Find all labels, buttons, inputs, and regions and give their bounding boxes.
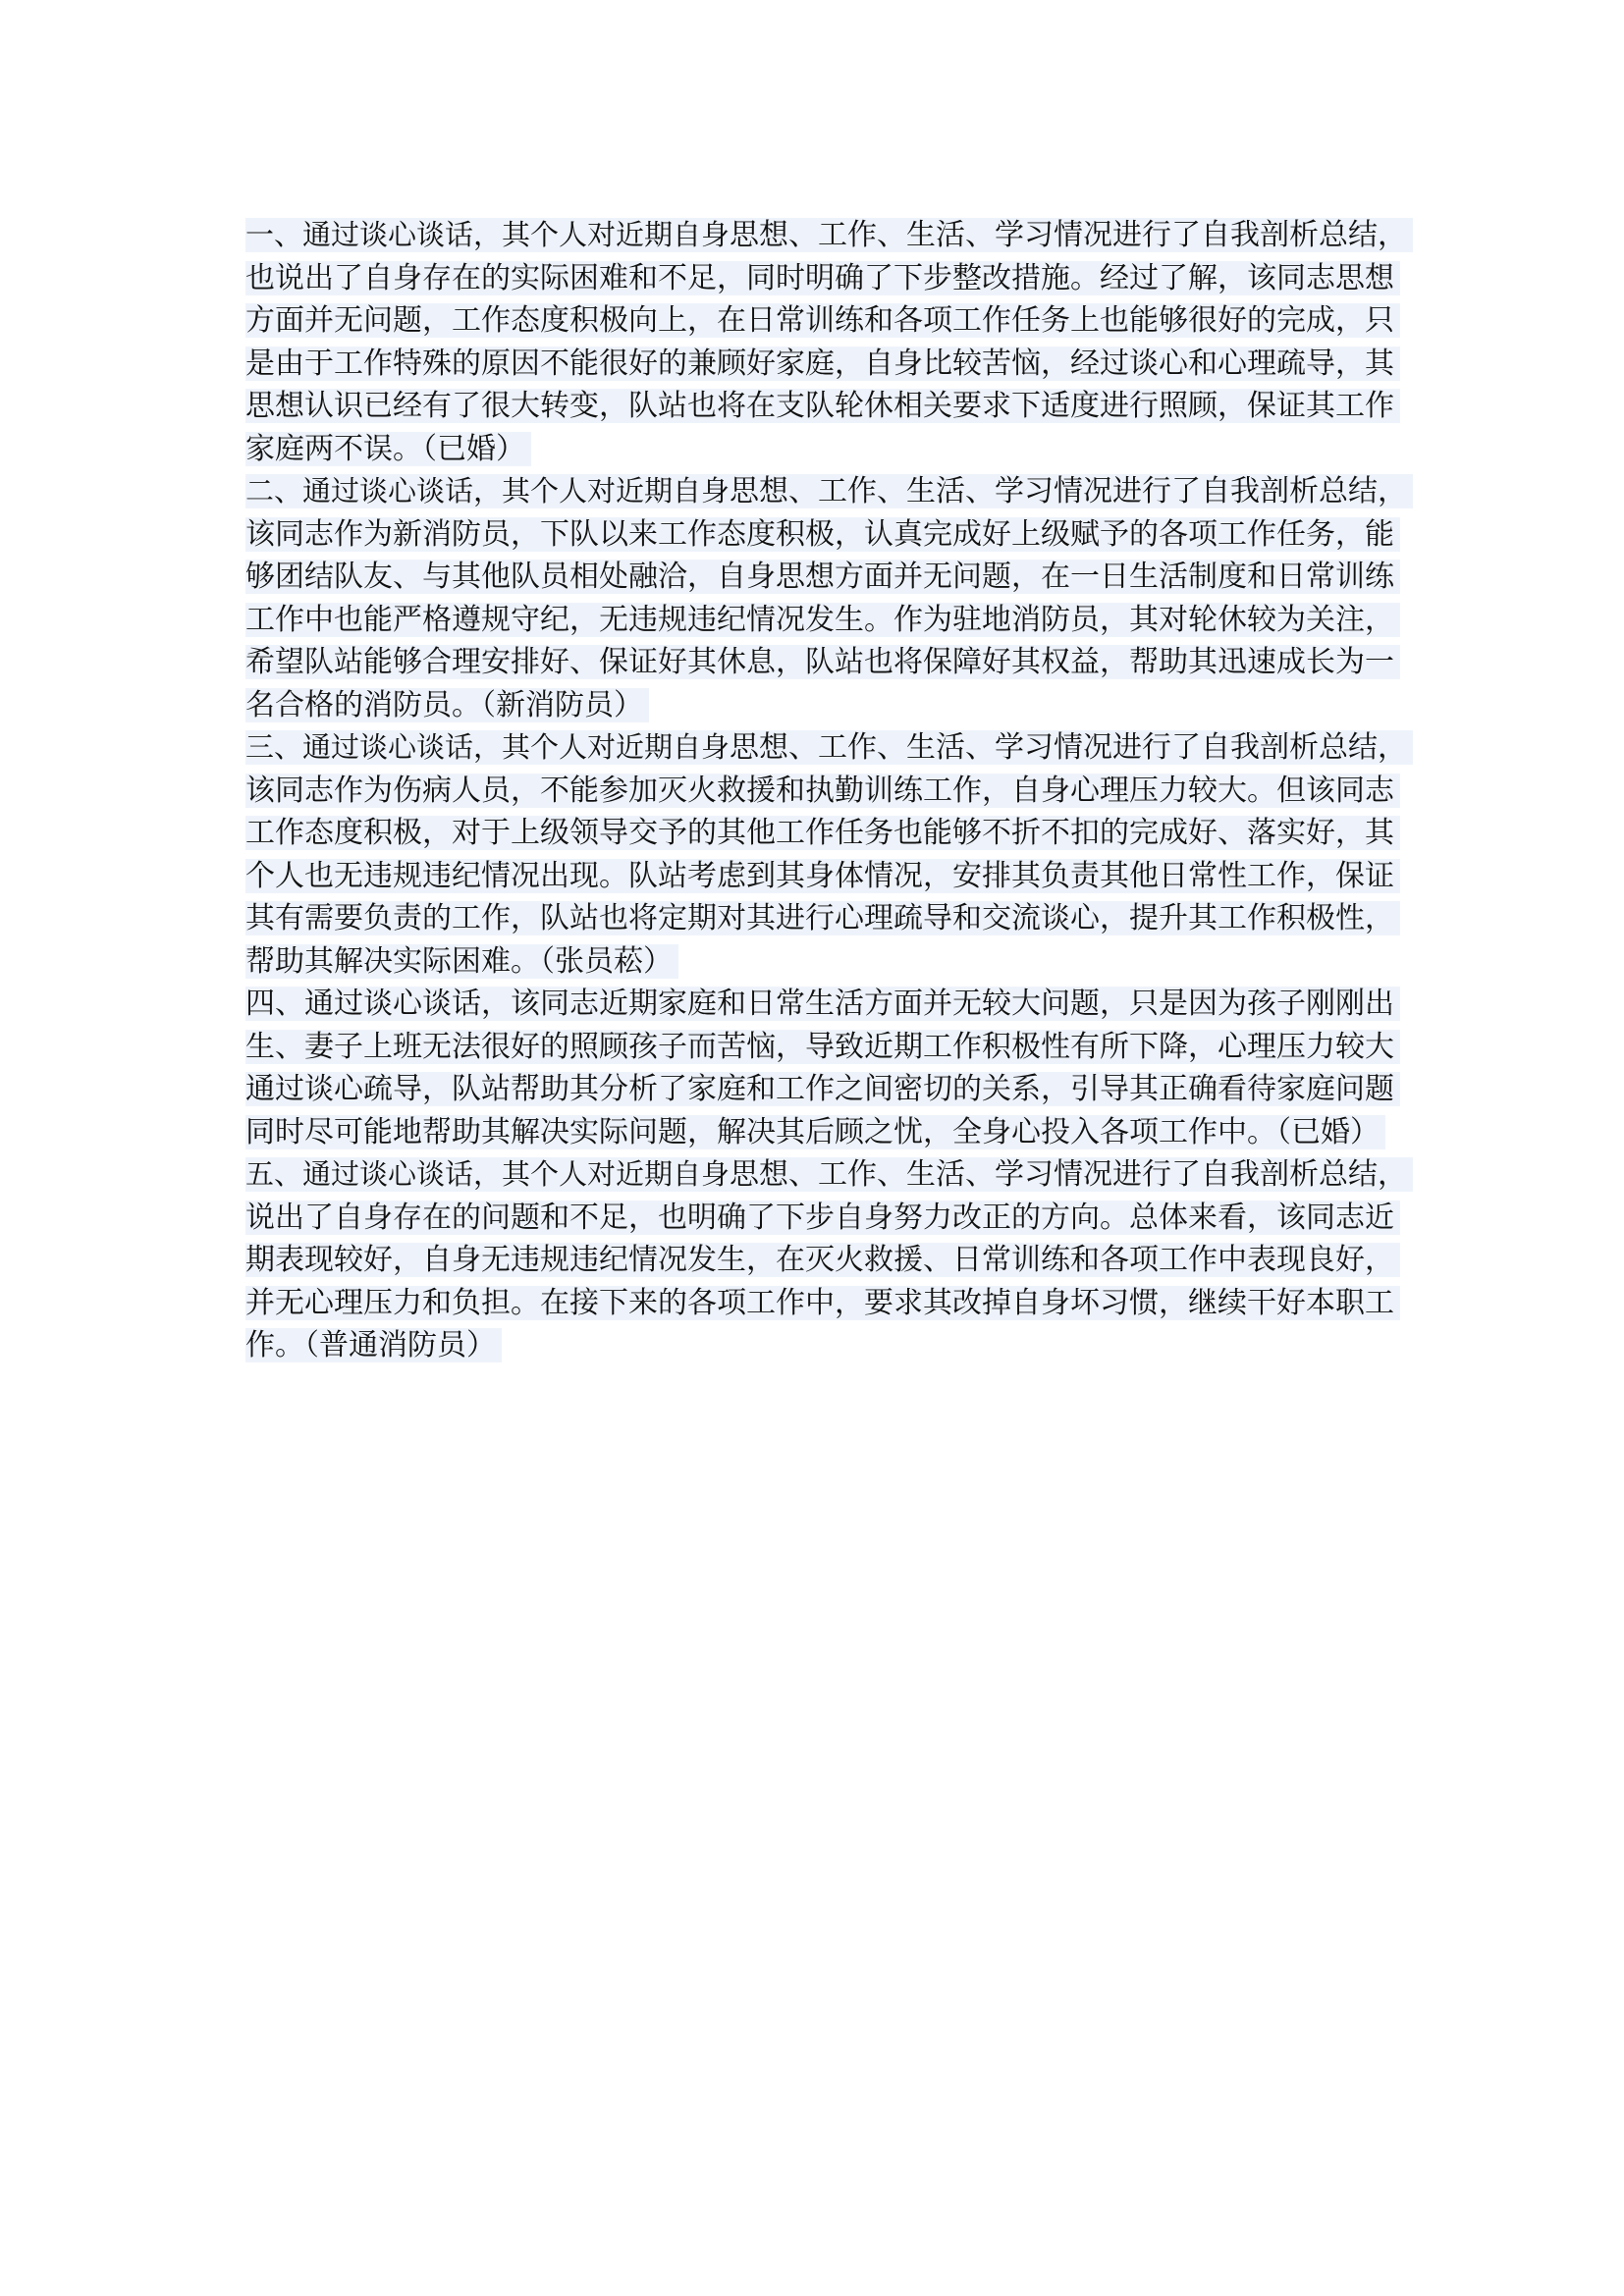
text-line <box>245 214 1424 257</box>
line-text: 说出了自身存在的问题和不足，也明确了下步自身努力改正的方向。总体来看，该同志近 <box>245 1200 1394 1235</box>
line-text: 同时尽可能地帮助其解决实际问题，解决其后顾之忧，全身心投入各项工作中。（已婚） <box>245 1114 1380 1149</box>
line-text: 够团结队友、与其他队员相处融洽，自身思想方面并无问题，在一日生活制度和日常训练 <box>245 560 1394 594</box>
line-text: 工作中也能严格遵规守纪，无违规违纪情况发生。作为驻地消防员，其对轮休较为关注， <box>245 602 1394 637</box>
highlighted-text <box>245 1157 1413 1192</box>
line-text: 工作态度积极，对于上级领导交予的其他工作任务也能够不折不扣的完成好、落实好，其 <box>245 816 1394 850</box>
text-line <box>245 556 1424 599</box>
paragraph <box>245 470 1424 726</box>
line-text: 并无心理压力和负担。在接下来的各项工作中，要求其改掉自身坏习惯，继续干好本职工 <box>245 1285 1394 1320</box>
line-text: 思想认识已经有了很大转变，队站也将在支队轮休相关要求下适度进行照顾，保证其工作 <box>245 389 1394 423</box>
line-text: 作。（普通消防员） <box>245 1328 496 1362</box>
text-line <box>245 1153 1424 1197</box>
highlighted-text <box>245 432 531 466</box>
text-line <box>245 343 1424 386</box>
text-line <box>245 1026 1424 1069</box>
text-line <box>245 1324 1424 1367</box>
text-line <box>245 599 1424 642</box>
text-line <box>245 1111 1424 1154</box>
highlighted-text <box>245 1115 1385 1149</box>
text-line <box>245 513 1424 557</box>
highlighted-text <box>245 944 678 979</box>
line-text: 也说出了自身存在的实际困难和不足，同时明确了下步整改措施。经过了解，该同志思想 <box>245 260 1394 295</box>
line-text: 家庭两不误。（已婚） <box>245 431 525 466</box>
text-line <box>245 897 1424 940</box>
text-line <box>245 684 1424 727</box>
line-text: 该同志作为伤病人员，不能参加灭火救援和执勤训练工作，自身心理压力较大。但该同志 <box>245 773 1394 808</box>
highlighted-text <box>245 517 1400 552</box>
text-line <box>245 983 1424 1026</box>
text-line <box>245 428 1424 471</box>
highlighted-text <box>245 1030 1400 1064</box>
line-text: 四、通过谈心谈话，该同志近期家庭和日常生活方面并无较大问题，只是因为孩子刚刚出 <box>245 987 1394 1021</box>
line-text: 思想、工作、生活、学习情况进行了自我剖析总结， <box>730 730 1408 765</box>
line-text: 思想、工作、生活、学习情况进行了自我剖析总结， <box>730 474 1408 508</box>
highlighted-text <box>245 347 1400 381</box>
text-line <box>245 940 1424 984</box>
line-text: 是由于工作特殊的原因不能很好的兼顾好家庭，自身比较苦恼，经过谈心和心理疏导，其 <box>245 346 1394 381</box>
paragraph <box>245 726 1424 983</box>
line-text: 个人也无违规违纪情况出现。队站考虑到其身体情况，安排其负责其他日常性工作，保证 <box>245 858 1394 893</box>
highlighted-text <box>245 816 1400 850</box>
line-text: 名合格的消防员。（新消防员） <box>245 687 643 722</box>
text-line <box>245 812 1424 855</box>
highlighted-text <box>245 1201 1400 1235</box>
line-lead-text: 三、通过谈心谈话，其个人对近期自身 <box>245 730 731 764</box>
text-line <box>245 726 1424 770</box>
highlighted-text <box>245 603 1400 637</box>
highlighted-text <box>245 261 1400 295</box>
line-text: 期表现较好，自身无违规违纪情况发生，在灭火救援、日常训练和各项工作中表现良好， <box>245 1243 1394 1277</box>
highlighted-text <box>245 560 1400 594</box>
paragraph <box>245 983 1424 1153</box>
highlighted-text <box>245 1072 1400 1106</box>
line-text: 思想、工作、生活、学习情况进行了自我剖析总结， <box>730 218 1408 252</box>
text-line <box>245 470 1424 513</box>
paragraph <box>245 1153 1424 1367</box>
highlighted-text <box>245 1243 1400 1277</box>
line-lead-text: 五、通过谈心谈话，其个人对近期自身 <box>245 1157 731 1191</box>
highlighted-text <box>245 218 1413 252</box>
paragraph <box>245 214 1424 470</box>
highlighted-text <box>245 987 1400 1021</box>
line-text: 通过谈心疏导，队站帮助其分析了家庭和工作之间密切的关系，引导其正确看待家庭问题 <box>245 1072 1394 1106</box>
line-lead-text: 一、通过谈心谈话，其个人对近期自身 <box>245 218 731 251</box>
line-text: 其有需要负责的工作，队站也将定期对其进行心理疏导和交流谈心，提升其工作积极性， <box>245 901 1394 935</box>
text-line <box>245 385 1424 428</box>
highlighted-text <box>245 901 1400 935</box>
document-body <box>245 214 1424 1367</box>
highlighted-text <box>245 688 649 722</box>
highlighted-text <box>245 1328 502 1362</box>
text-line <box>245 1239 1424 1282</box>
text-line <box>245 1282 1424 1325</box>
highlighted-text <box>245 389 1400 423</box>
text-line <box>245 1197 1424 1240</box>
line-text: 希望队站能够合理安排好、保证好其休息，队站也将保障好其权益，帮助其迅速成长为一 <box>245 645 1394 679</box>
line-text: 生、妻子上班无法很好的照顾孩子而苦恼，导致近期工作积极性有所下降，心理压力较大 <box>245 1029 1394 1064</box>
line-text: 帮助其解决实际困难。（张员菘） <box>245 943 673 979</box>
text-line <box>245 770 1424 813</box>
highlighted-text <box>245 730 1413 765</box>
text-line <box>245 257 1424 300</box>
text-line <box>245 299 1424 343</box>
highlighted-text <box>245 774 1400 808</box>
line-text: 方面并无问题，工作态度积极向上，在日常训练和各项工作任务上也能够很好的完成，只 <box>245 303 1394 338</box>
highlighted-text <box>245 645 1400 679</box>
highlighted-text <box>245 474 1413 508</box>
text-line <box>245 855 1424 898</box>
highlighted-text <box>245 303 1400 338</box>
text-line <box>245 641 1424 684</box>
text-line <box>245 1068 1424 1111</box>
line-lead-text: 二、通过谈心谈话，其个人对近期自身 <box>245 474 731 507</box>
line-text: 该同志作为新消防员，下队以来工作态度积极，认真完成好上级赋予的各项工作任务，能 <box>245 516 1394 552</box>
highlighted-text <box>245 1286 1400 1320</box>
line-text: 思想、工作、生活、学习情况进行了自我剖析总结， <box>730 1157 1408 1192</box>
highlighted-text <box>245 859 1400 893</box>
